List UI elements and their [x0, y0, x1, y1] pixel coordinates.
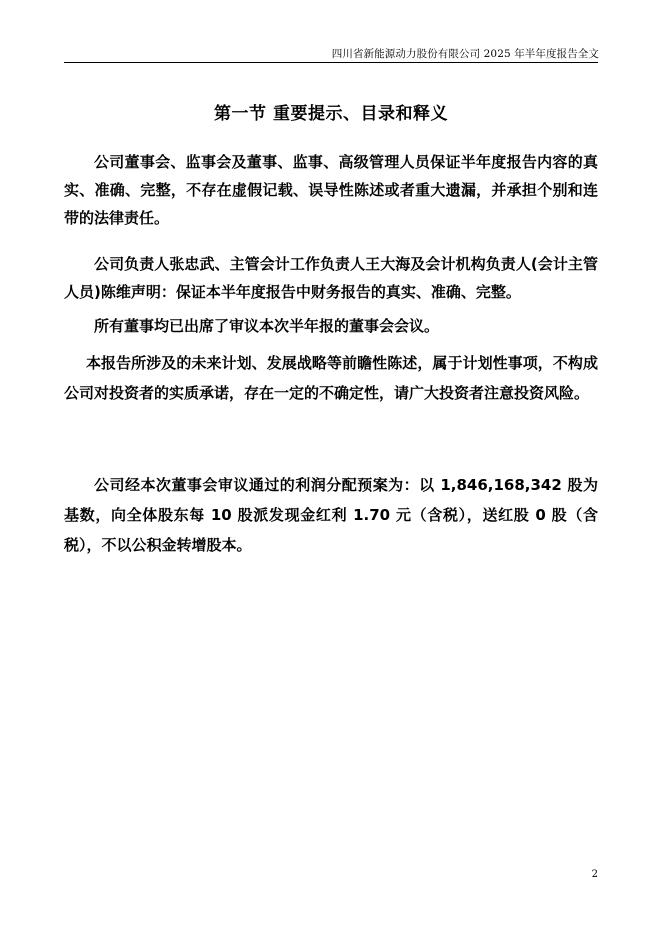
paragraph-dividend-plan: 公司经本次董事会审议通过的利润分配预案为：以 1,846,168,342 股为基数，向全体股东每 10 股派发现金红利 1.70 元（含税），送红股 0 股（含税），不以公积金转增股本。	[64, 476, 598, 554]
paragraph-board-guarantee: 公司董事会、监事会及董事、监事、高级管理人员保证半年度报告内容的真实、准确、完整，不存在虚假记载、误导性陈述或者重大遗漏，并承担个别和连带的法律责任。	[64, 153, 598, 227]
page-number: 2	[591, 869, 598, 880]
paragraph-forward-looking: 本报告所涉及的未来计划、发展战略等前瞻性陈述，属于计划性事项，不构成公司对投资者的实质承诺，存在一定的不确定性，请广大投资者注意投资风险。	[64, 354, 598, 402]
paragraph-officer-statement: 公司负责人张忠武、主管会计工作负责人王大海及会计机构负责人(会计主管人员)陈维声明：保证本半年度报告中财务报告的真实、准确、完整。	[64, 255, 598, 301]
paragraph-attendance: 所有董事均已出席了审议本次半年报的董事会会议。	[94, 317, 440, 335]
section-title: 第一节 重要提示、目录和释义	[214, 104, 448, 124]
header-divider	[64, 62, 598, 63]
report-header: 四川省新能源动力股份有限公司 2025 年半年度报告全文	[331, 48, 599, 60]
